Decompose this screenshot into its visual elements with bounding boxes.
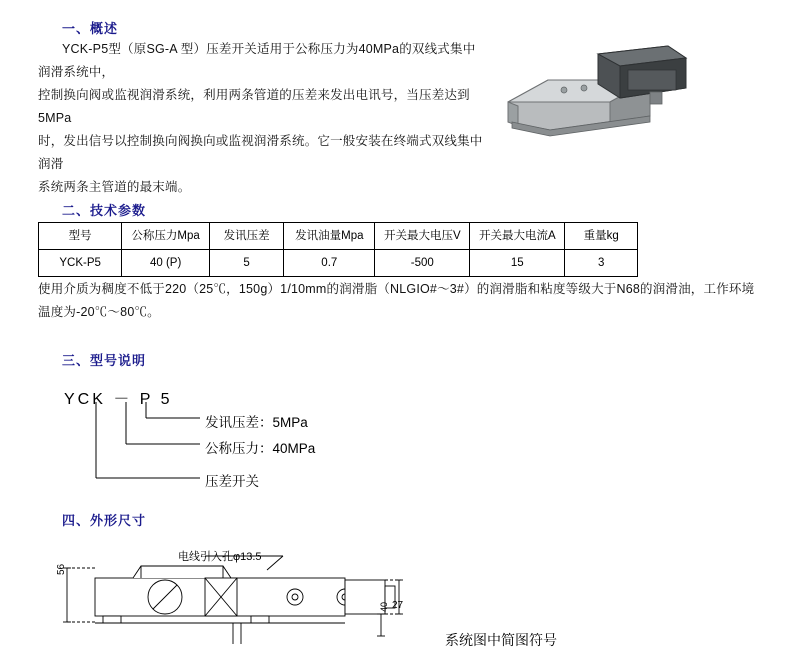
symbol-caption: 系统图中简图符号 <box>445 632 557 648</box>
cell-signal-oil: 0.7 <box>284 250 375 277</box>
overview-line-4: 系统两条主管道的最末端。 <box>38 180 191 194</box>
overview-paragraph <box>38 38 488 199</box>
model-callout-1: 发讯压差：5MPa <box>205 415 308 430</box>
cell-max-current: 15 <box>470 250 565 277</box>
overview-line-2: 控制换向阀或监视润滑系统，利用两条管道的压差来发出电讯号，当压差达到5MPa <box>38 88 470 125</box>
dimension-right-label: 27 <box>392 600 404 611</box>
product-photo <box>500 40 690 140</box>
cell-model: YCK-P5 <box>39 250 122 277</box>
table-row <box>39 250 638 277</box>
cell-nominal-pressure: 40 (P) <box>122 250 210 277</box>
dimension-hole-label: 电线引入孔φ13.5 <box>178 551 262 563</box>
col-signal-oil: 发讯油量Mpa <box>284 223 375 250</box>
model-code-text: YCK － P 5 <box>64 391 173 408</box>
section-heading-specs: 二、技术参数 <box>62 203 147 218</box>
table-header-row <box>39 223 638 250</box>
cell-signal-differential: 5 <box>210 250 284 277</box>
col-weight: 重量kg <box>565 223 638 250</box>
col-max-current: 开关最大电流A <box>470 223 565 250</box>
col-max-voltage: 开关最大电压V <box>375 223 470 250</box>
cell-weight: 3 <box>565 250 638 277</box>
col-signal-differential: 发讯压差 <box>210 223 284 250</box>
spec-table <box>38 222 638 277</box>
dimension-height-label: 56 <box>56 563 67 575</box>
section-heading-model: 三、型号说明 <box>62 353 147 368</box>
overview-line-1: YCK-P5型（原SG-A 型）压差开关适用于公称压力为40MPa的双线式集中润滑系统中， <box>38 42 476 79</box>
model-callout-2: 公称压力：40MPa <box>205 441 316 456</box>
spec-note: 使用介质为稠度不低于220（25℃，150g）1/10mm的润滑脂（NLGIO#～3#）的润滑脂和粘度等级大于N68的润滑油，工作环境温度为-20℃～80℃。 <box>38 282 755 319</box>
model-callout-3: 压差开关 <box>205 474 259 489</box>
col-nominal-pressure: 公称压力Mpa <box>122 223 210 250</box>
section-heading-overview: 一、概述 <box>62 21 119 36</box>
dimension-right-label-2: 40 <box>379 601 389 612</box>
cell-max-voltage: -500 <box>375 250 470 277</box>
section-heading-dimensions: 四、外形尺寸 <box>62 513 147 528</box>
overview-line-3: 时，发出信号以控制换向阀换向或监视润滑系统。它一般安装在终端式双线集中润滑 <box>38 134 483 171</box>
col-model: 型号 <box>39 223 122 250</box>
